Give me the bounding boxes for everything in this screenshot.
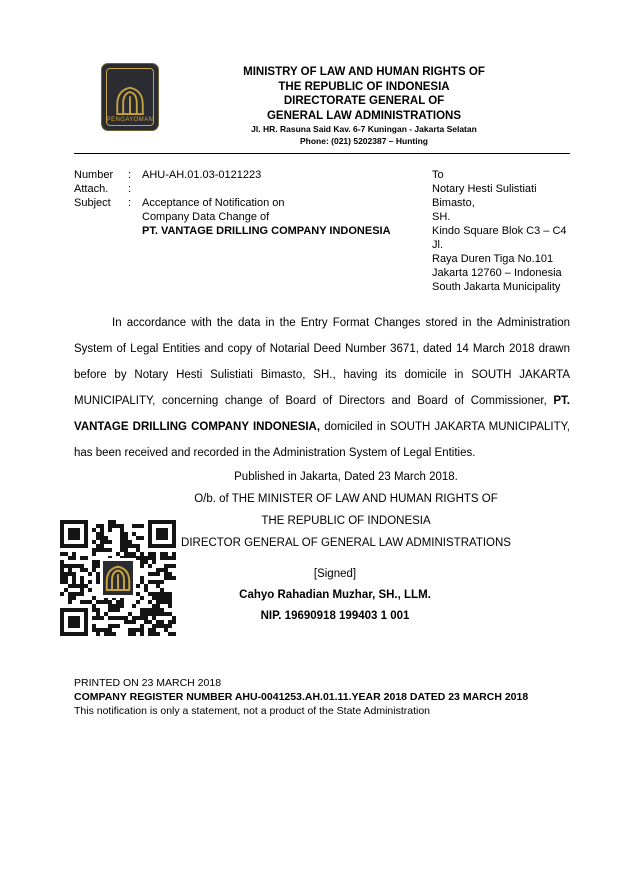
signatory-name: Cahyo Rahadian Muzhar, SH., LLM.	[239, 589, 431, 601]
letterhead-text	[158, 64, 570, 147]
body-paragraph	[74, 310, 570, 466]
body-company-name: PT. VANTAGE DRILLING COMPANY INDONESIA,	[74, 395, 570, 433]
ministry-logo	[102, 64, 158, 130]
qr-center-logo	[103, 561, 133, 595]
recipient-line: Raya Duren Tiga No.101	[432, 253, 554, 265]
attach-colon: :	[128, 183, 132, 195]
footer-notes	[74, 676, 570, 718]
recipient-line: SH.	[432, 211, 451, 223]
directorate-line-1: DIRECTORATE GENERAL OF	[283, 95, 445, 107]
header-divider	[74, 153, 570, 154]
obo-minister-line: O/b. of THE MINISTER OF LAW AND HUMAN RIGHTS OF	[194, 493, 498, 505]
subject-value	[142, 196, 422, 238]
body-text-2: domiciled in SOUTH JAKARTA MUNICIPALITY, has been received and recorded in the Administration System of Legal Entities.	[74, 421, 570, 459]
letterhead	[74, 64, 570, 147]
directorate-line-2: GENERAL LAW ADMINISTRATIONS	[266, 109, 461, 122]
subject-row	[74, 196, 422, 238]
pengayoman-emblem-icon	[103, 520, 133, 636]
attach-value	[142, 182, 422, 196]
signatory-nip: NIP. 19690918 199403 1 001	[260, 610, 410, 622]
phone-line: Phone: (021) 5202387 – Hunting	[299, 136, 428, 146]
logo-caption: PENGAYOMAN	[106, 117, 154, 123]
number-label: Number	[74, 169, 114, 181]
subject-line-1: Acceptance of Notification on	[142, 197, 285, 209]
recipient-block	[432, 168, 570, 294]
company-register-number: COMPANY REGISTER NUMBER AHU-0041253.AH.01.11.YEAR 2018 DATED 23 MARCH 2018	[74, 691, 529, 703]
ministry-name-line-1: MINISTRY OF LAW AND HUMAN RIGHTS OF	[243, 66, 485, 78]
body-text-1: In accordance with the data in the Entry Format Changes stored in the Administration System of Legal Entities and copy of Notarial Deed Number 3671, dated 14 March 2018 drawn before by Notary Hesti Sulistiati Bimasto, SH., having its domicile in SOUTH JAKARTA MUNICIPALITY, concerning change of Board of Directors and Board of Commissioner,	[74, 317, 570, 407]
number-colon: :	[128, 169, 132, 181]
director-general-line: DIRECTOR GENERAL OF GENERAL LAW ADMINISTRATIONS	[181, 537, 511, 549]
subject-colon: :	[128, 197, 132, 209]
address-line: Jl. HR. Rasuna Said Kav. 6-7 Kuningan - Jakarta Selatan	[251, 124, 477, 134]
recipient-line: Kindo Square Blok C3 – C4 Jl.	[432, 225, 567, 251]
recipient-line: Jakarta 12760 – Indonesia	[432, 267, 562, 279]
signed-label: [Signed]	[313, 568, 357, 580]
signature-section	[74, 520, 570, 640]
to-label: To	[432, 169, 444, 181]
number-value: AHU-AH.01.03-0121223	[142, 169, 262, 181]
printed-on: PRINTED ON 23 MARCH 2018	[74, 677, 222, 689]
attach-row	[74, 182, 422, 196]
published-line: Published in Jakarta, Dated 23 March 2018.	[234, 471, 458, 483]
recipient-line: Notary Hesti Sulistiati Bimasto,	[432, 183, 537, 209]
number-row	[74, 168, 422, 182]
meta-fields	[74, 168, 432, 294]
subject-line-2: Company Data Change of	[142, 211, 270, 223]
republic-line: THE REPUBLIC OF INDONESIA	[261, 515, 431, 527]
disclaimer: This notification is only a statement, not a product of the State Administration	[74, 705, 431, 717]
qr-code	[60, 520, 176, 636]
ministry-name-line-2: THE REPUBLIC OF INDONESIA	[278, 80, 450, 93]
attach-label: Attach.	[74, 183, 109, 195]
subject-label: Subject	[74, 197, 111, 209]
recipient-line: South Jakarta Municipality	[432, 281, 561, 293]
letter-meta	[74, 168, 570, 294]
subject-company-name: PT. VANTAGE DRILLING COMPANY INDONESIA	[142, 225, 391, 237]
pengayoman-emblem-icon	[113, 86, 147, 115]
ministry-logo-frame	[106, 68, 154, 126]
